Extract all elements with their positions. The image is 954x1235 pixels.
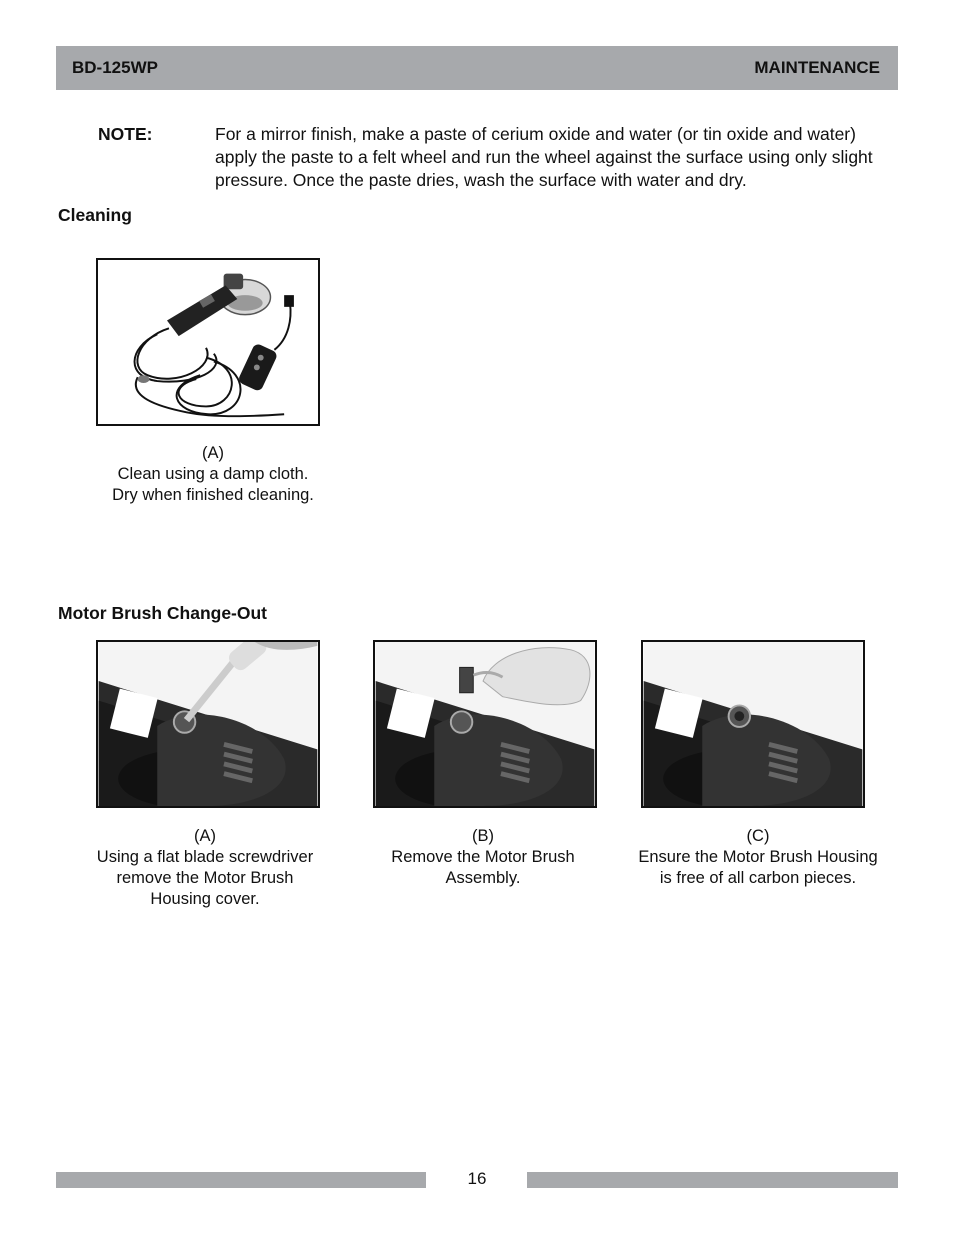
motor-brush-heading: Motor Brush Change-Out bbox=[58, 603, 268, 623]
grinder-with-cord-image bbox=[98, 260, 318, 424]
footer-bar-right bbox=[527, 1172, 898, 1188]
brush-caption-c bbox=[622, 826, 894, 889]
page-number: 16 bbox=[467, 1169, 487, 1188]
screwdriver-removing-cover-image bbox=[98, 642, 318, 806]
caption-line: Ensure the Motor Brush Housing bbox=[638, 848, 878, 866]
caption-letter: (A) bbox=[202, 444, 224, 462]
section-title: MAINTENANCE bbox=[754, 58, 880, 77]
footer-bar-left bbox=[56, 1172, 426, 1188]
caption-letter: (C) bbox=[746, 827, 770, 845]
cleaning-caption bbox=[96, 443, 330, 506]
model-number: BD-125WP bbox=[72, 58, 158, 77]
caption-line: remove the Motor Brush bbox=[116, 869, 294, 887]
cleaning-heading: Cleaning bbox=[58, 205, 132, 225]
brush-caption-b bbox=[368, 826, 598, 889]
caption-line: Dry when finished cleaning. bbox=[112, 486, 314, 504]
note-label: NOTE: bbox=[98, 124, 153, 144]
caption-line: Remove the Motor Brush bbox=[391, 848, 575, 866]
brush-caption-a bbox=[80, 826, 330, 910]
caption-line: Clean using a damp cloth. bbox=[117, 465, 309, 483]
caption-line: Housing cover. bbox=[150, 890, 260, 908]
note-text: For a mirror finish, make a paste of cerium oxide and water (or tin oxide and water) apply the paste to a felt wheel and run the wheel against the surface using only slight pressure. Once the paste dries, wash the surface with water and dry. bbox=[215, 124, 873, 190]
brush-photo-b bbox=[373, 640, 597, 808]
cleaning-photo bbox=[96, 258, 320, 426]
caption-letter: (A) bbox=[194, 827, 216, 845]
caption-line: is free of all carbon pieces. bbox=[659, 869, 857, 887]
caption-line: Using a flat blade screwdriver bbox=[96, 848, 314, 866]
page-header bbox=[56, 46, 898, 90]
brush-photo-c bbox=[641, 640, 865, 808]
caption-letter: (B) bbox=[472, 827, 494, 845]
empty-brush-housing-image bbox=[643, 642, 863, 806]
caption-line: Assembly. bbox=[445, 869, 521, 887]
brush-photo-a bbox=[96, 640, 320, 808]
removing-motor-brush-image bbox=[375, 642, 595, 806]
